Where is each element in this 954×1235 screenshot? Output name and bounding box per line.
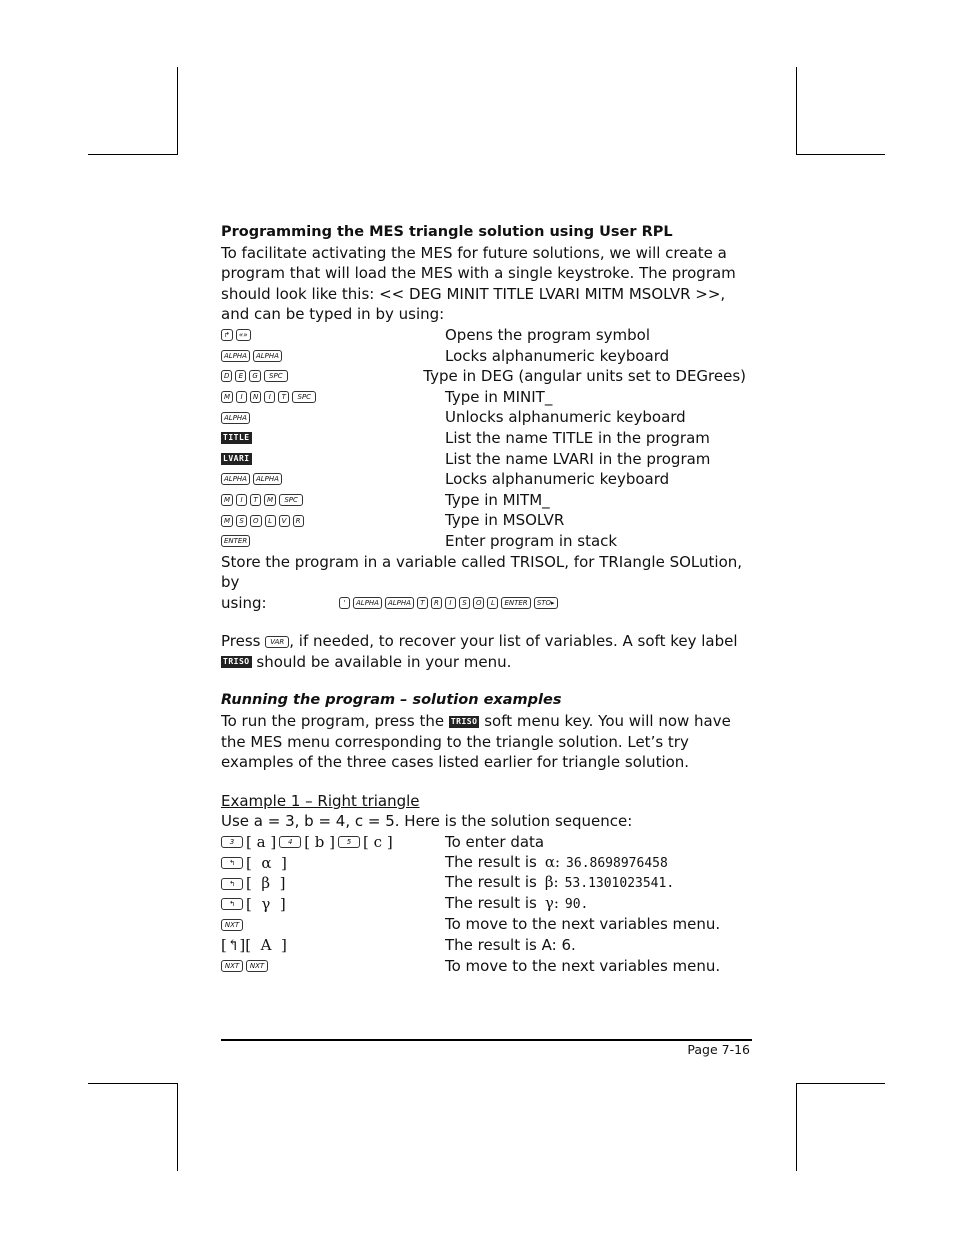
key-icon: I	[236, 494, 247, 506]
result-text: The result is	[445, 893, 537, 912]
keystroke-sequence	[221, 494, 445, 506]
keystroke-sequence	[221, 853, 445, 874]
key-icon: D	[221, 370, 232, 382]
spacer	[221, 613, 746, 631]
step-description: List the name TITLE in the program	[445, 428, 710, 447]
soft-key-text: [ c ]	[363, 833, 393, 852]
key-icon: SPC	[292, 391, 316, 403]
spacer	[221, 672, 746, 690]
keystroke-sequence	[221, 329, 445, 341]
store-paragraph	[221, 552, 746, 614]
press-paragraph	[221, 631, 746, 672]
press-text: Press	[221, 632, 261, 651]
intro-paragraph: To facilitate activating the MES for future solutions, we will create a program that will load the MES with a single keystroke. The program should look like this: << DEG MINIT TITLE LVARI MITM MSOLVR >>, and can be typed in by using:	[221, 243, 736, 324]
step-row	[221, 531, 746, 552]
step-description	[445, 832, 746, 853]
key-icon: V	[279, 515, 290, 527]
keystroke-sequence	[221, 873, 445, 894]
key-icon: NXT	[246, 960, 268, 972]
key-icon: I	[445, 597, 456, 609]
step-description: Locks alphanumeric keyboard	[445, 470, 670, 489]
key-icon: L	[487, 597, 498, 609]
key-icon: M	[221, 391, 233, 403]
keystroke-sequence	[221, 453, 445, 465]
keystroke-sequence	[221, 919, 445, 931]
step-row	[221, 490, 746, 511]
key-icon: ↰	[221, 898, 243, 910]
key-icon: '	[339, 597, 350, 609]
key-icon: SPC	[279, 494, 303, 506]
key-icon: O	[473, 597, 485, 609]
key-icon: ENTER	[501, 597, 530, 609]
step-description: Locks alphanumeric keyboard	[445, 346, 670, 365]
program-steps	[221, 325, 746, 552]
result-text: The result is	[445, 873, 537, 892]
press-text-after: , if needed, to recover your list of variables. A soft key label	[289, 632, 738, 651]
step-description: Type in MINIT_	[445, 387, 553, 406]
example-title: Example 1 – Right triangle	[221, 791, 420, 810]
key-icon: T	[278, 391, 289, 403]
step-row	[221, 469, 746, 490]
example-row	[221, 873, 746, 894]
key-icon: ALPHA	[221, 350, 250, 362]
run-paragraph	[221, 711, 746, 773]
key-icon: ALPHA	[353, 597, 382, 609]
step-description	[445, 893, 746, 916]
soft-key-text: [↰][ A ]	[221, 936, 287, 954]
soft-key-label: TRISO	[450, 716, 478, 726]
soft-key-text: [ α ]	[246, 853, 287, 872]
key-icon: SPC	[264, 370, 288, 382]
key-icon: N	[250, 391, 261, 403]
step-row	[221, 428, 746, 449]
result-value: 36.8698976458	[566, 855, 668, 871]
key-icon: ALPHA	[253, 350, 282, 362]
soft-key-text: [ β ]	[246, 874, 286, 893]
key-icon: 3	[221, 836, 243, 848]
subheading: Running the program – solution examples	[221, 692, 562, 709]
crop-mark	[796, 1083, 797, 1171]
key-icon: ↰	[221, 878, 243, 890]
key-icon: L	[265, 515, 276, 527]
result-text: To move to the next variables menu.	[445, 915, 721, 934]
step-description: Opens the program symbol	[445, 325, 650, 344]
example-use: Use a = 3, b = 4, c = 5. Here is the solution sequence:	[221, 812, 633, 831]
soft-key-label: TRISO	[223, 657, 250, 667]
step-row	[221, 449, 746, 470]
keystroke-sequence	[221, 515, 445, 527]
step-description: List the name LVARI in the program	[445, 449, 711, 468]
step-description: Type in MSOLVR	[445, 511, 565, 530]
key-icon: NXT	[221, 919, 243, 931]
step-row	[221, 387, 746, 408]
key-icon: R	[293, 515, 304, 527]
run-text: To run the program, press the	[221, 712, 445, 731]
store-text: Store the program in a variable called TRISOL, for TRIangle SOLution, by	[221, 552, 743, 592]
example-row	[221, 894, 746, 915]
keystroke-sequence	[221, 473, 445, 485]
soft-key-label: LVARI	[223, 453, 250, 463]
key-icon: O	[250, 515, 262, 527]
key-icon: M	[221, 515, 233, 527]
crop-mark	[88, 154, 177, 155]
soft-key-label: TITLE	[223, 433, 250, 443]
crop-mark	[796, 67, 797, 155]
keystroke-sequence	[221, 535, 445, 547]
footer-rule	[221, 1039, 752, 1041]
crop-mark	[797, 1083, 885, 1084]
crop-mark	[797, 154, 885, 155]
result-symbol: α:	[544, 852, 561, 871]
section-heading: Programming the MES triangle solution using User RPL	[221, 224, 673, 240]
crop-mark	[88, 1083, 177, 1084]
keystroke-sequence	[221, 350, 445, 362]
example-steps	[221, 832, 746, 976]
var-key: VAR	[265, 636, 289, 648]
key-icon: T	[250, 494, 261, 506]
step-description	[445, 914, 746, 935]
step-description	[445, 956, 746, 977]
step-description	[445, 935, 746, 956]
result-text: To enter data	[445, 833, 545, 852]
result-text: To move to the next variables menu.	[445, 956, 721, 975]
result-value: 53.1301023541.	[564, 876, 675, 892]
result-value: 90.	[564, 896, 589, 912]
key-icon: 5	[338, 836, 360, 848]
step-description: Type in DEG (angular units set to DEGrees)	[423, 367, 746, 386]
key-icon: ENTER	[221, 535, 250, 547]
step-description	[445, 872, 746, 895]
key-icon: ALPHA	[385, 597, 414, 609]
step-row	[221, 346, 746, 367]
store-using: using:	[221, 593, 267, 612]
step-row	[221, 366, 746, 387]
keystroke-sequence	[221, 935, 445, 956]
key-icon: ALPHA	[221, 412, 250, 424]
page-content	[221, 222, 746, 976]
spacer	[221, 773, 746, 791]
keystroke-sequence	[221, 832, 445, 853]
key-icon: I	[236, 391, 247, 403]
step-description: Type in MITM_	[445, 490, 550, 509]
store-row	[221, 593, 746, 614]
keystroke-sequence	[221, 412, 445, 424]
step-description: Unlocks alphanumeric keyboard	[445, 408, 686, 427]
soft-key-text: [ γ ]	[246, 894, 286, 913]
keystroke-sequence	[221, 432, 445, 444]
example-row	[221, 956, 746, 977]
example-row	[221, 914, 746, 935]
key-icon: «»	[236, 329, 251, 341]
key-icon: T	[417, 597, 428, 609]
page-number: Page 7-16	[687, 1042, 750, 1057]
step-row	[221, 407, 746, 428]
keystroke-sequence	[221, 894, 445, 915]
step-row	[221, 510, 746, 531]
crop-mark	[177, 67, 178, 155]
example-row	[221, 935, 746, 956]
result-text: The result is A: 6.	[445, 936, 576, 954]
key-icon: G	[249, 370, 260, 382]
key-icon: M	[264, 494, 276, 506]
key-icon: S	[236, 515, 247, 527]
step-row	[221, 325, 746, 346]
press-text-end: should be available in your menu.	[256, 652, 512, 671]
key-icon: ALPHA	[253, 473, 282, 485]
result-symbol: γ:	[544, 893, 559, 912]
key-icon: 4	[279, 836, 301, 848]
soft-key-text: [ a ]	[246, 833, 277, 852]
key-icon: ALPHA	[221, 473, 250, 485]
keystroke-sequence	[221, 370, 423, 382]
step-description: Enter program in stack	[445, 531, 618, 550]
key-icon: STO▸	[534, 597, 558, 609]
key-icon: S	[459, 597, 470, 609]
result-symbol: β:	[544, 873, 559, 892]
soft-key-text: [ b ]	[304, 833, 336, 852]
key-icon: ↱	[221, 329, 233, 341]
keystroke-sequence	[221, 960, 445, 972]
result-text: The result is	[445, 852, 537, 871]
step-description	[445, 852, 746, 875]
example-row	[221, 853, 746, 874]
key-icon: I	[264, 391, 275, 403]
keystroke-sequence	[221, 391, 445, 403]
key-icon: E	[235, 370, 246, 382]
key-icon: NXT	[221, 960, 243, 972]
crop-mark	[177, 1083, 178, 1171]
run-text-after: soft menu key. You will now have the MES menu corresponding to the triangle solution. Let’s try examples of the three cases listed earlier for triangle solution.	[221, 712, 731, 772]
example-row	[221, 832, 746, 853]
store-keys	[339, 597, 558, 609]
key-icon: M	[221, 494, 233, 506]
key-icon: ↰	[221, 857, 243, 869]
key-icon: R	[431, 597, 442, 609]
